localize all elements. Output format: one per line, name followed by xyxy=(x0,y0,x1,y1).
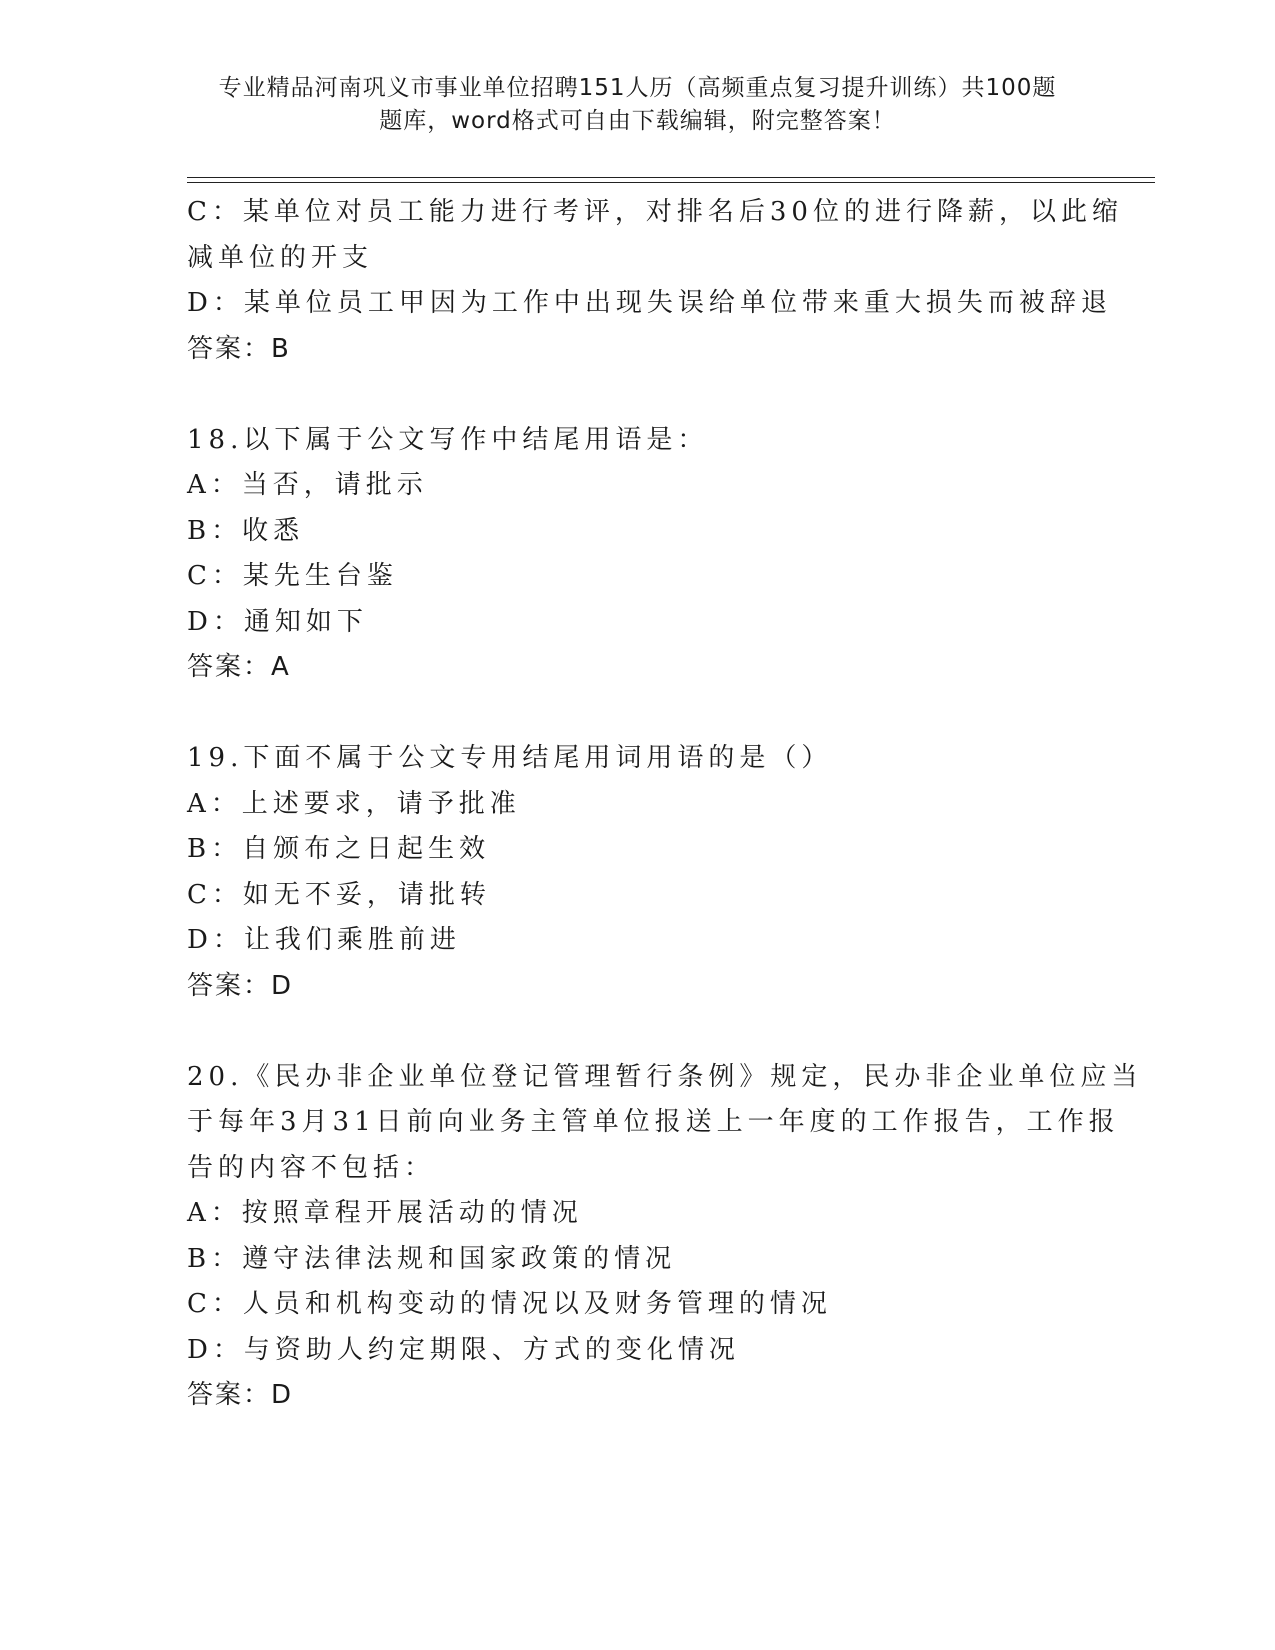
question-19-text: 19.下面不属于公文专用结尾用词用语的是（） xyxy=(187,743,833,773)
question-19-block xyxy=(187,736,1087,1009)
question-19-option-a: A：上述要求，请予批准 xyxy=(187,788,521,819)
question-content xyxy=(187,190,1143,1419)
option-c-line1: C：某单位对员工能力进行考评，对排名后30位的进行降薪，以此缩 xyxy=(187,197,1123,227)
header-title-line1: 专业精品河南巩义市事业单位招聘151人历（高频重点复习提升训练）共100题 xyxy=(218,75,1057,101)
question-20-option-a: A：按照章程开展活动的情况 xyxy=(187,1198,583,1228)
header-divider-top xyxy=(187,177,1155,178)
question-20-option-d: D：与资助人约定期限、方式的变化情况 xyxy=(187,1334,740,1365)
question-18-option-c: C：某先生台鉴 xyxy=(187,561,398,591)
question-20-block xyxy=(187,1055,1143,1419)
option-c-line2: 减单位的开支 xyxy=(187,242,374,273)
question-18-block xyxy=(187,418,1087,691)
question-20-text-line1: 20.《民办非企业单位登记管理暂行条例》规定，民办非企业单位应当 xyxy=(187,1061,1143,1092)
question-19-answer: 答案：D xyxy=(187,970,294,1001)
question-20-option-c: C：人员和机构变动的情况以及财务管理的情况 xyxy=(187,1289,832,1319)
header-title-line2: 题库，word格式可自由下载编辑，附完整答案！ xyxy=(379,108,896,134)
header-divider-bottom xyxy=(187,182,1155,183)
question-18-answer: 答案：A xyxy=(187,652,291,682)
question-18-option-b: B：收悉 xyxy=(187,515,305,546)
document-header xyxy=(0,72,1275,138)
question-20-text-line3: 告的内容不包括： xyxy=(187,1152,436,1183)
question-20-text-line2: 于每年3月31日前向业务主管单位报送上一年度的工作报告，工作报 xyxy=(187,1107,1120,1137)
question-19-option-d: D：让我们乘胜前进 xyxy=(187,925,461,955)
question-20-answer: 答案：D xyxy=(187,1380,294,1410)
question-18-text: 18.以下属于公文写作中结尾用语是： xyxy=(187,424,709,455)
prev-question-block xyxy=(187,190,1123,372)
question-18-option-d: D：通知如下 xyxy=(187,606,368,637)
question-19-option-b: B：自颁布之日起生效 xyxy=(187,834,491,864)
question-20-option-b: B：遵守法律法规和国家政策的情况 xyxy=(187,1243,677,1274)
option-d: D：某单位员工甲因为工作中出现失误给单位带来重大损失而被辞退 xyxy=(187,288,1112,318)
answer-label: 答案：B xyxy=(187,333,291,364)
question-19-option-c: C：如无不妥，请批转 xyxy=(187,879,491,910)
question-18-option-a: A：当否，请批示 xyxy=(187,470,428,500)
